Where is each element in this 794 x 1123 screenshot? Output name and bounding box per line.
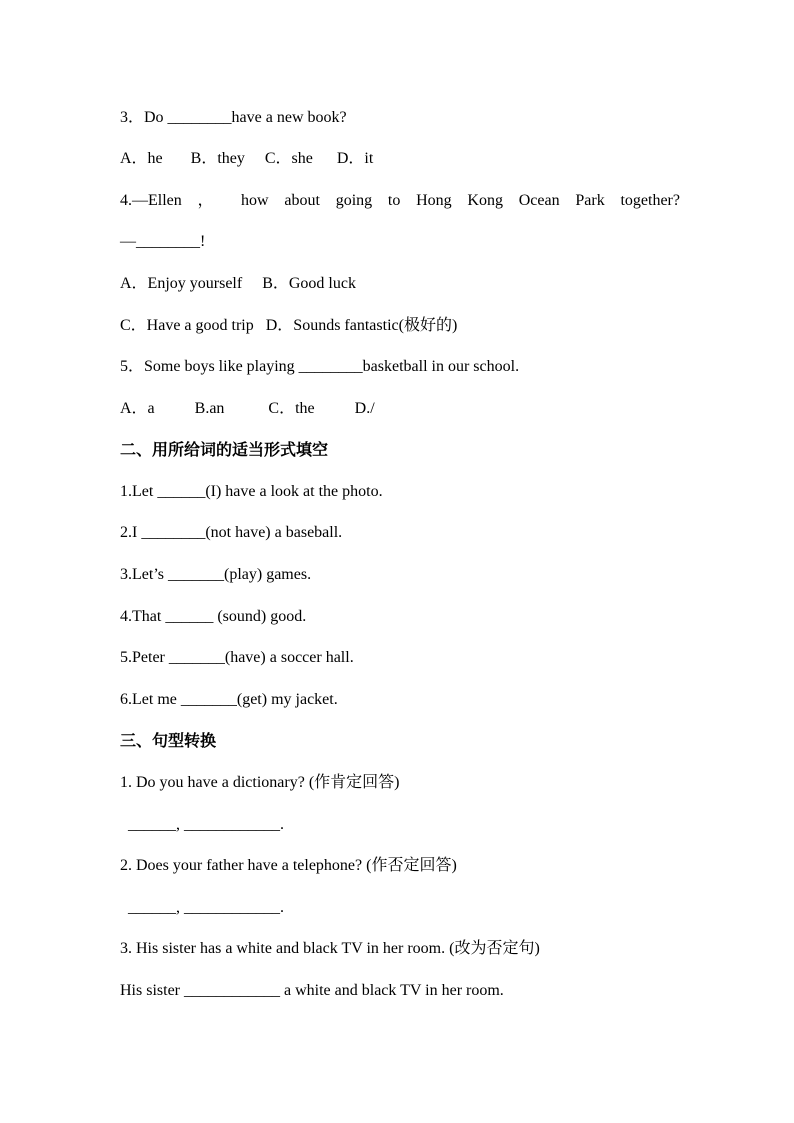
fill-item-6: 6.Let me _______(get) my jacket. — [120, 691, 338, 708]
question-5: 5．Some boys like playing ________basketball in our school. — [120, 358, 520, 375]
transform-item-3: 3. His sister has a white and black TV in her room. (改为否定句) — [120, 940, 540, 957]
question-3: 3．Do ________have a new book? — [120, 109, 347, 126]
fill-item-4: 4.That ______ (sound) good. — [120, 608, 307, 625]
transform-item-3-answer: His sister ____________ a white and black TV in her room. — [120, 982, 504, 999]
question-5-options: A．a B.an C．the D./ — [120, 400, 375, 417]
transform-item-1: 1. Do you have a dictionary? (作肯定回答) — [120, 774, 400, 791]
fill-item-3: 3.Let’s _______(play) games. — [120, 566, 312, 583]
section-2-heading: 二、用所给词的适当形式填空 — [120, 440, 329, 459]
fill-item-2: 2.I ________(not have) a baseball. — [120, 524, 343, 541]
question-3-options: A．he B．they C．she D．it — [120, 150, 374, 167]
question-4-options-ab: A．Enjoy yourself B．Good luck — [120, 275, 356, 292]
transform-item-1-answer: ______, ____________. — [120, 816, 284, 833]
fill-item-5: 5.Peter _______(have) a soccer hall. — [120, 649, 354, 666]
question-4-response: —________! — [120, 233, 206, 250]
question-4-options-cd: C．Have a good trip D．Sounds fantastic(极好的) — [120, 317, 458, 334]
fill-item-1: 1.Let ______(I) have a look at the photo. — [120, 483, 383, 500]
question-4: 4.—Ellen ， how about going to Hong Kong Ocean Park together? — [120, 192, 680, 209]
transform-item-2: 2. Does your father have a telephone? (作否定回答) — [120, 857, 457, 874]
transform-item-2-answer: ______, ____________. — [120, 899, 284, 916]
section-3-heading: 三、句型转换 — [120, 731, 217, 750]
